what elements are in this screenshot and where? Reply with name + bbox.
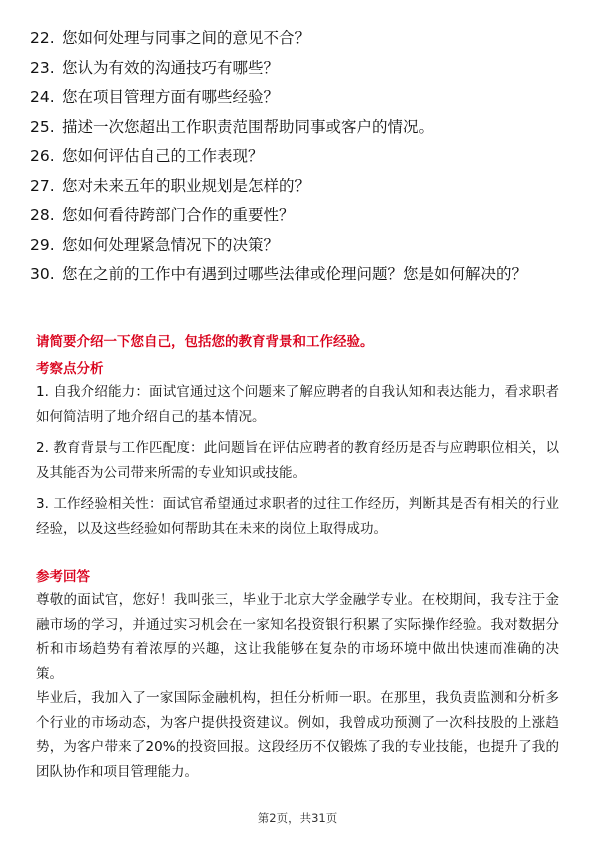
question-text: 您如何评估自己的工作表现？: [62, 147, 264, 165]
question-number: 24.: [30, 88, 55, 106]
analysis-point: 3. 工作经验相关性：面试官希望通过求职者的过往工作经历，判断其是否有相关的行业经验，以及这些经验如何帮助其在未来的岗位上取得成功。: [36, 496, 559, 537]
analysis-point: 1. 自我介绍能力：面试官通过这个问题来了解应聘者的自我认知和表达能力，看求职者如何简洁明了地介绍自己的基本情况。: [36, 384, 559, 425]
question-number: 27.: [30, 176, 55, 195]
question-number: 23.: [30, 58, 55, 77]
question-number: 25.: [30, 117, 55, 136]
question-text: 您对未来五年的职业规划是怎样的？: [62, 176, 311, 195]
list-item: [30, 54, 570, 84]
analysis-point: 2. 教育背景与工作匹配度：此问题旨在评估应聘者的教育经历是否与应聘职位相关，以及其能否为公司带来所需的专业知识或技能。: [36, 440, 559, 481]
list-item: [30, 83, 570, 113]
page-number: 第2页，共31页: [257, 811, 338, 825]
question-number: 30.: [30, 265, 55, 283]
list-item: [30, 260, 570, 290]
answer-paragraph: 毕业后，我加入了一家国际金融机构，担任分析师一职。在那里，我负责监测和分析多个行业的市场动态，为客户提供投资建议。例如，我曾成功预测了一次科技股的上涨趋势，为客户带来了20%的投资回报。这段经历不仅锻炼了我的专业技能，也提升了我的团队协作和项目管理能力。: [36, 690, 559, 780]
question-number: 22.: [30, 29, 55, 47]
list-item: [30, 142, 570, 172]
list-item: [30, 24, 570, 54]
question-number: 26.: [30, 147, 55, 165]
question-text: 您如何看待跨部门合作的重要性？: [62, 206, 295, 224]
list-item: [30, 113, 570, 143]
question-text: 您认为有效的沟通技巧有哪些？: [62, 58, 280, 77]
question-text: 描述一次您超出工作职责范围帮助同事或客户的情况。: [62, 117, 435, 136]
question-text: 您在之前的工作中有遇到过哪些法律或伦理问题？您是如何解决的？: [62, 265, 528, 283]
analysis-title: 考察点分析: [36, 361, 104, 377]
question-number: 29.: [30, 235, 55, 254]
answer-paragraph: 尊敬的面试官，您好！我叫张三，毕业于北京大学金融学专业。在校期间，我专注于金融市场的学习，并通过实习机会在一家知名投资银行积累了实际操作经验。我对数据分析和市场趋势有着浓厚的兴趣，这让我能够在复杂的市场环境中做出快速而准确的决策。: [36, 592, 559, 682]
list-item: [30, 231, 570, 261]
list-item: [30, 172, 570, 202]
list-item: [30, 201, 570, 231]
question-text: 您如何处理紧急情况下的决策？: [62, 235, 280, 254]
question-list: [30, 24, 570, 290]
answer-title: 参考回答: [36, 569, 90, 585]
question-number: 28.: [30, 206, 55, 224]
question-text: 您在项目管理方面有哪些经验？: [62, 88, 280, 106]
question-text: 您如何处理与同事之间的意见不合？: [62, 29, 311, 47]
question-heading: 请简要介绍一下您自己，包括您的教育背景和工作经验。: [36, 334, 374, 350]
